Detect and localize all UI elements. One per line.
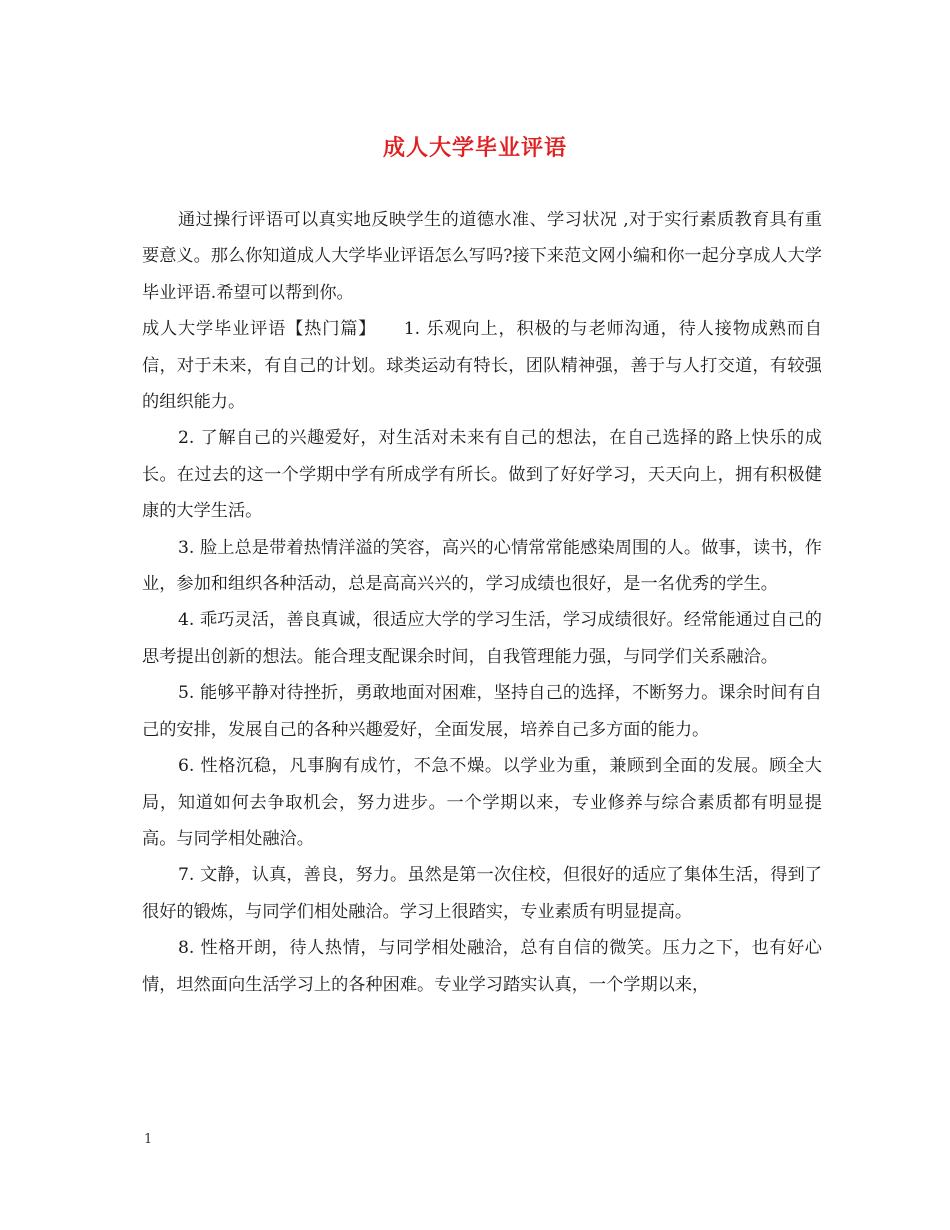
document-title: 成人大学毕业评语 bbox=[382, 135, 567, 161]
paragraph-item-7: 7. 文静，认真，善良，努力。虽然是第一次住校，但很好的适应了集体生活，得到了很好的锻炼，与同学们相处融洽。学习上很踏实，专业素质有明显提高。 bbox=[142, 865, 822, 922]
paragraph-item-2: 2. 了解自己的兴趣爱好，对生活对未来有自己的想法，在自己选择的路上快乐的成长。在过去的这一个学期中学有所成学有所长。做到了好好学习，天天向上，拥有积极健康的大学生活。 bbox=[142, 428, 822, 522]
paragraph-item-8: 8. 性格开朗，待人热情，与同学相处融洽，总有自信的微笑。压力之下，也有好心情，坦然面向生活学习上的各种困难。专业学习踏实认真，一个学期以来， bbox=[142, 938, 822, 995]
paragraph-item-6: 6. 性格沉稳，凡事胸有成竹，不急不燥。以学业为重，兼顾到全面的发展。顾全大局，知道如何去争取机会，努力进步。一个学期以来，专业修养与综合素质都有明显提高。与同学相处融洽。 bbox=[142, 756, 822, 849]
paragraph-item-3: 3. 脸上总是带着热情洋溢的笑容，高兴的心情常常能感染周围的人。做事，读书，作业，参加和组织各种活动，总是高高兴兴的，学习成绩也很好，是一名优秀的学生。 bbox=[142, 537, 822, 595]
paragraph-item-4: 4. 乖巧灵活，善良真诚，很适应大学的学习生活，学习成绩很好。经常能通过自己的思考提出创新的想法。能合理支配课余时间，自我管理能力强，与同学们关系融洽。 bbox=[142, 610, 822, 667]
page-number: 1 bbox=[144, 1132, 153, 1147]
document-body bbox=[142, 202, 822, 1003]
paragraph-item-5: 5. 能够平静对待挫折，勇敢地面对困难，坚持自己的选择，不断努力。课余时间有自己的安排，发展自己的各种兴趣爱好，全面发展，培养自己多方面的能力。 bbox=[142, 683, 822, 740]
paragraph-intro: 通过操行评语可以真实地反映学生的道德水准、学习状况 ,对于实行素质教育具有重要意义。那么你知道成人大学毕业评语怎么写吗?接下来范文网小编和你一起分享成人大学毕业评语.希望可以帮到你。 bbox=[142, 210, 822, 303]
paragraph-item-1: 成人大学毕业评语【热门篇】 1. 乐观向上，积极的与老师沟通，待人接物成熟而自信，对于未来，有自己的计划。球类运动有特长，团队精神强，善于与人打交道，有较强的组织能力。 bbox=[142, 319, 822, 413]
